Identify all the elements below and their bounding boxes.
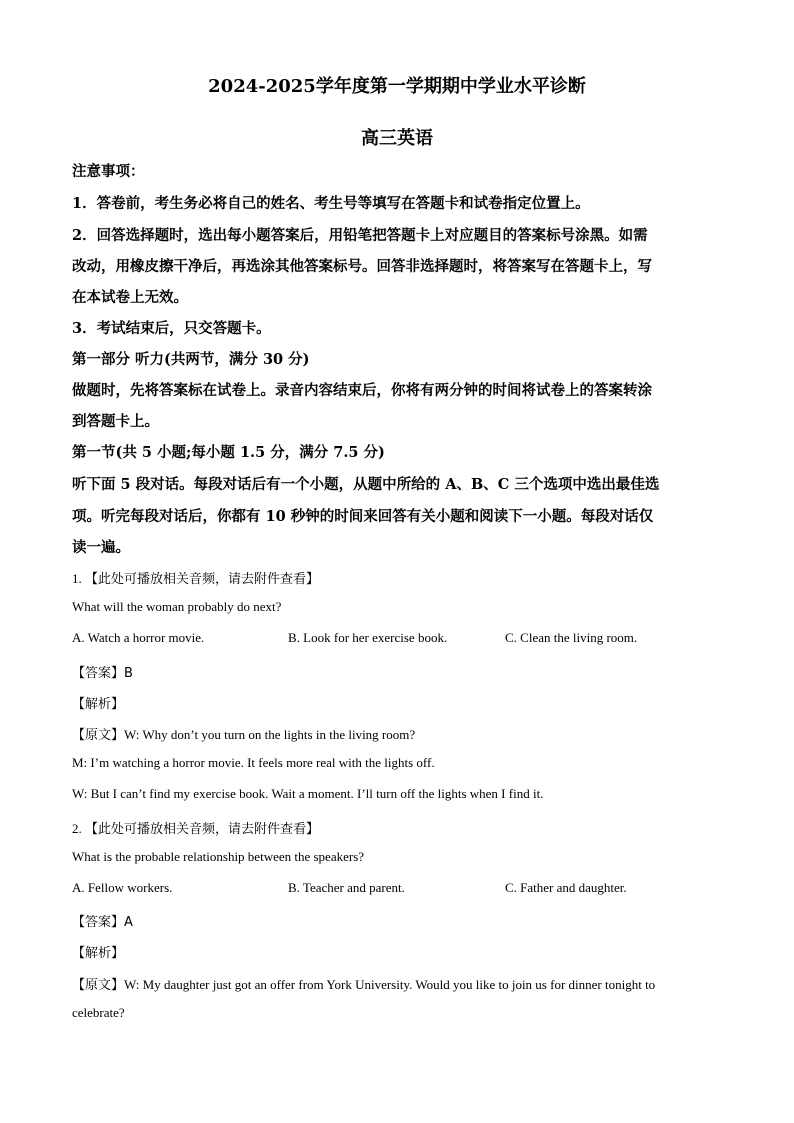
notice-item-2-line-3: 在本试卷上无效。: [72, 289, 188, 306]
question-2-text: What is the probable relationship between the speakers?: [72, 849, 365, 864]
question-1-transcript-line: W: But I can’t find my exercise book. Wait a moment. I’ll turn off the lights when I find it.: [72, 786, 544, 801]
question-2-option-b: B. Teacher and parent.: [288, 880, 405, 895]
section-one-intro-line-2: 项。听完每段对话后，你都有 10 秒钟的时间来回答有关小题和阅读下一小题。每段对话仅: [72, 508, 654, 525]
question-1-transcript-line: 【原文】W: Why don’t you turn on the lights in the living room?: [72, 727, 416, 742]
notice-heading: 注意事项：: [72, 163, 145, 180]
notice-item-2-line-2: 改动，用橡皮擦干净后，再选涂其他答案标号。回答非选择题时，将答案写在答题卡上，写: [72, 258, 652, 275]
audio-note: 【此处可播放相关音频，请去附件查看】: [85, 822, 320, 837]
question-1-header: [72, 568, 319, 587]
question-2-analysis-label: 【解析】: [72, 946, 125, 961]
question-2-header: [72, 818, 319, 837]
question-1-transcript-line: M: I’m watching a horror movie. It feels more real with the lights off.: [72, 755, 435, 770]
question-2-answer: 【答案】A: [72, 915, 133, 930]
question-1-option-b: B. Look for her exercise book.: [288, 630, 448, 645]
part-one-intro-line-1: 做题时，先将答案标在试卷上。录音内容结束后，你将有两分钟的时间将试卷上的答案转涂: [72, 382, 652, 399]
question-2-transcript-line: 【原文】W: My daughter just got an offer from York University. Would you like to join us for dinner tonight to: [72, 977, 656, 992]
exam-subject: 高三英语: [361, 128, 433, 149]
question-number: 1.: [72, 571, 82, 586]
notice-item-1: 1．答卷前，考生务必将自己的姓名、考生号等填写在答题卡和试卷指定位置上。: [72, 195, 590, 212]
audio-note: 【此处可播放相关音频，请去附件查看】: [85, 572, 320, 587]
exam-title: 2024-2025学年度第一学期期中学业水平诊断: [208, 76, 586, 97]
notice-item-2-line-1: 2．回答选择题时，选出每小题答案后，用铅笔把答题卡上对应题目的答案标号涂黑。如需: [72, 227, 648, 244]
question-2-option-c: C. Father and daughter.: [505, 880, 627, 895]
part-one-intro-line-2: 到答题卡上。: [72, 413, 159, 430]
section-one-intro-line-1: 听下面 5 段对话。每段对话后有一个小题，从题中所给的 A、B、C 三个选项中选出最佳选: [72, 476, 660, 493]
section-one-heading: 第一节(共 5 小题;每小题 1.5 分，满分 7.5 分): [72, 444, 385, 461]
question-1-analysis-label: 【解析】: [72, 697, 125, 712]
question-2-option-a: A. Fellow workers.: [72, 880, 173, 895]
question-1-answer: 【答案】B: [72, 666, 133, 681]
question-number: 2.: [72, 821, 82, 836]
question-1-text: What will the woman probably do next?: [72, 599, 282, 614]
notice-item-3: 3．考试结束后，只交答题卡。: [72, 320, 271, 337]
question-2-transcript-line: celebrate?: [72, 1005, 125, 1020]
question-1-option-a: A. Watch a horror movie.: [72, 630, 205, 645]
question-1-option-c: C. Clean the living room.: [505, 630, 638, 645]
section-one-intro-line-3: 读一遍。: [72, 539, 130, 556]
part-one-heading: 第一部分 听力(共两节，满分 30 分): [72, 351, 310, 368]
